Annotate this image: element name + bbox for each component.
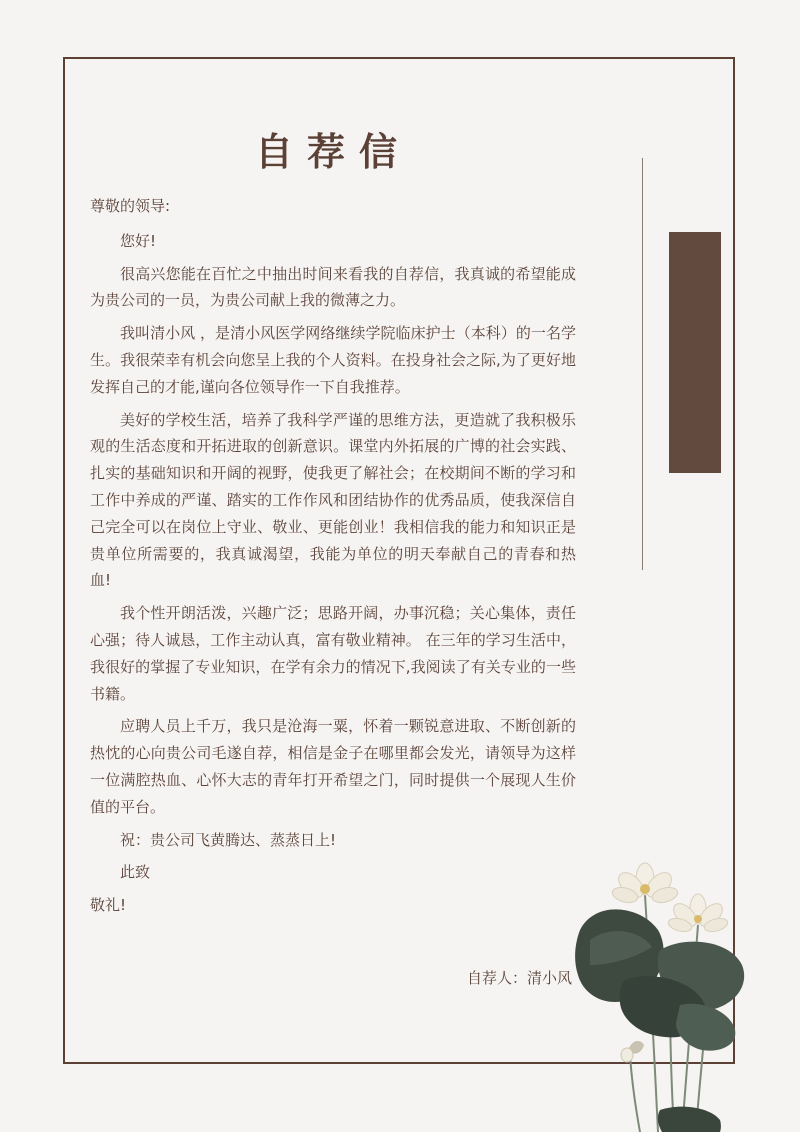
paragraph-personality: 我个性开朗活泼，兴趣广泛；思路开阔，办事沉稳；关心集体，责任心强；待人诚恳，工作主动认真，富有敬业精神。 在三年的学习生活中，我很好的掌握了专业知识，在学有余力的情况下,我阅读了有关专业的一些书籍。	[90, 604, 576, 703]
decorative-vertical-line	[642, 158, 643, 570]
letter-title: 自荐信	[254, 130, 411, 174]
greeting: 尊敬的领导:	[90, 197, 171, 215]
paragraph-intro: 很高兴您能在百忙之中抽出时间来看我的自荐信，我真诚的希望能成为贵公司的一员，为贵公司献上我的微薄之力。	[90, 264, 576, 310]
wish-line: 祝：贵公司飞黄腾达、蒸蒸日上!	[120, 830, 337, 849]
letter-body	[90, 193, 576, 925]
closing-regards: 敬礼!	[90, 896, 127, 915]
closing-salutation: 此致	[120, 863, 151, 882]
paragraph-school-life: 美好的学校生活，培养了我科学严谨的思维方法，更造就了我积极乐观的生活态度和开拓进取的创新意识。课堂内外拓展的广博的社会实践、扎实的基础知识和开阔的视野，使我更了解社会；在校期间不断的学习和工作中养成的严谨、踏实的工作作风和团结协作的优秀品质，使我深信自己完全可以在岗位上守业、敬业、更能创业！我相信我的能力和知识正是贵单位所需要的，我真诚渴望，我能为单位的明天奉献自己的青春和热血!	[90, 410, 576, 590]
paragraph-self-introduction: 我叫清小风 ，是清小风医学网络继续学院临床护士（本科）的一名学生。我很荣幸有机会向您呈上我的个人资料。在投身社会之际,为了更好地发挥自己的才能,谨向各位领导作一下自我推荐。	[90, 324, 576, 396]
decorative-brown-bar	[669, 232, 721, 473]
hello-line: 您好!	[120, 231, 157, 250]
paragraph-application: 应聘人员上千万，我只是沧海一粟，怀着一颗锐意进取、不断创新的热忱的心向贵公司毛遂自荐，相信是金子在哪里都会发光，请领导为这样一位满腔热血、心怀大志的青年打开希望之门，同时提供一个展现人生价值的平台。	[90, 717, 576, 816]
signature: 自荐人：清小风	[466, 969, 572, 987]
lotus-illustration	[570, 855, 750, 1132]
